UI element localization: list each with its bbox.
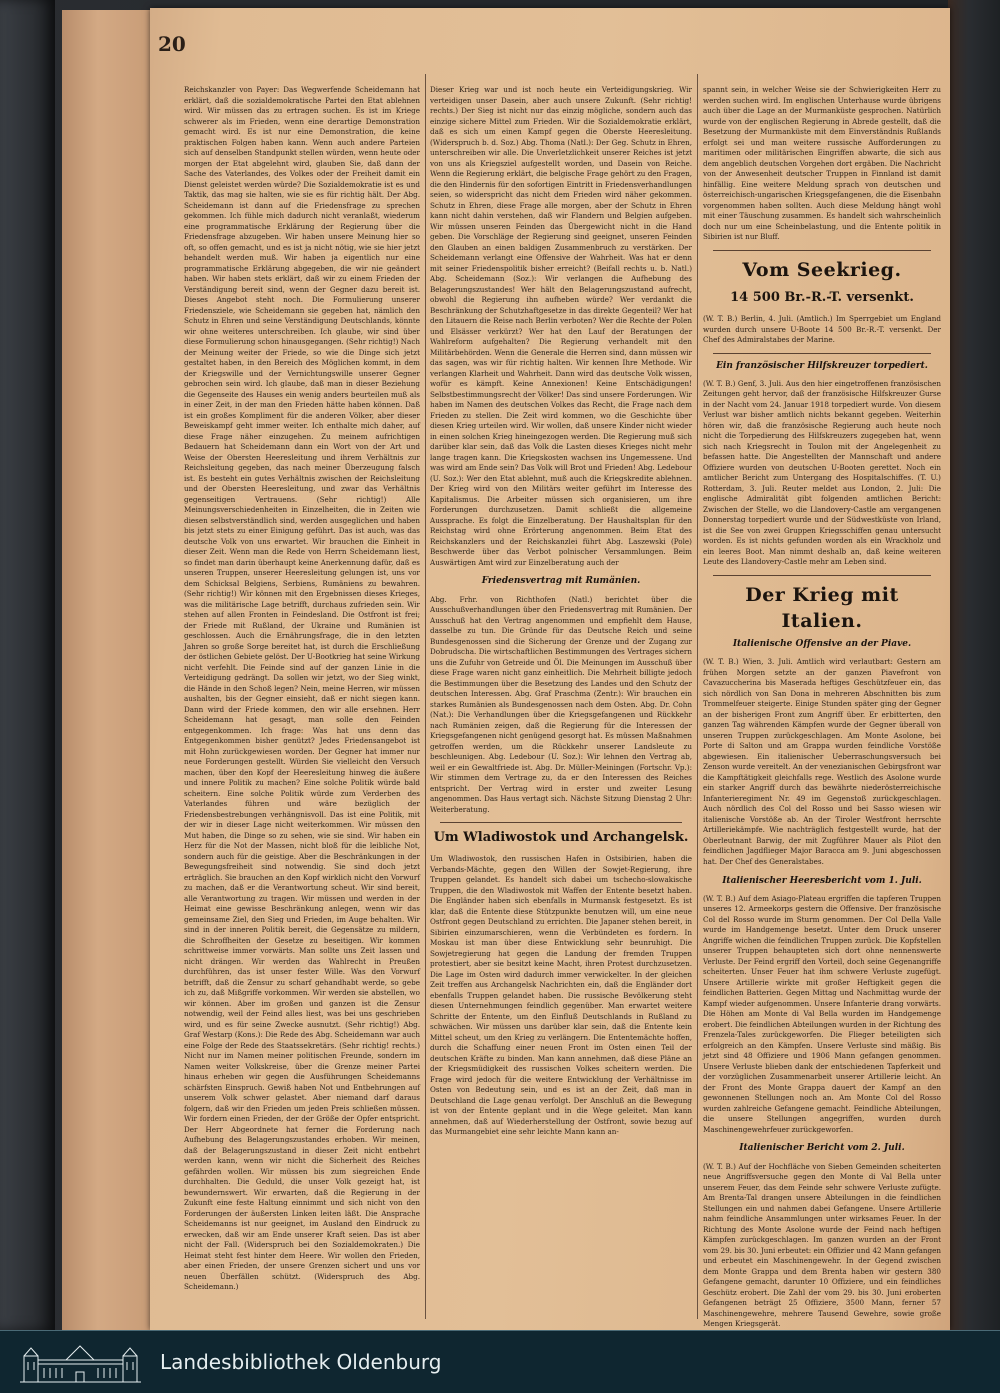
- column-3: [703, 78, 941, 1329]
- article-text: Reichskanzler von Payer: Das Wegwerfende Scheidemann hat erklärt, daß die sozialdemokratische Partei den Etat ablehnen wird. Wir müssen das zu ertragen suchen. Es ist im Kriege schwerer als im Frieden, wenn eine derartige Demonstration gemacht wird. Es ist nur eine Demonstration, die keine praktischen Folgen haben kann. Wenn auch andere Parteien sich auf denselben Standpunkt stellen würden, wenn heute oder morgen der Etat abgelehnt wird, glauben Sie, daß dann der Sache des Vaterlandes, des Volkes oder der Freiheit damit ein Dienst geleistet werden würde? Die Sozialdemokratie ist es und Taktik, das mag sie halten, wie sie es für richtig hält. Der Abg. Scheidemann ist dann auf die Friedensfrage zu sprechen gekommen. Ich fühle mich dadurch nicht veranlaßt, wiederum eine programmatische Erklärung der Regierung über die Friedensfrage abzugeben. Wir haben unsere Meinung hier so oft, so offen gemacht, und es ist ja nicht nötig, wie sie hier jetzt behandelt werden muß. Wir haben ja eigentlich nur eine programmatische Erklärung abgegeben, die wir nie geändert haben. Wir haben stets erklärt, daß wir zu einem Frieden der Verständigung bereit sind, wenn der Gegner dazu bereit ist. Dieses Angebot steht noch. Die Formulierung unserer Friedensziele, wie Scheidemann sie gegeben hat, nämlich den Schutz in Ehren und seine Verständigung Deutschlands, könnte wir ohne weiteres unterschreiben. Ich glaube, wir sind über diese Formulierung schon hinausgegangen. (Sehr richtig!) Nach der Meinung weiter der Friede, so wie die Dinge sich jetzt gestaltet haben, in den Bereich des Möglichen kommt, in dem der Kriegswille und der Vernichtungswille unserer Gegner gebrochen sein wird. Ich glaube, daß man in dieser Beziehung die Gegenseite des Hauses ein wenig anders beurteilen muß als in einer Zeit, in der man den Frieden hätte haben können. Daß ist ein großes Kompliment für die anderen Völker, aber dieser Beweiskampf geht immer weiter. Ich enthalte mich daher, auf diese Frage näher einzugehen. Zu meinem aufrichtigen Bedauern hat Scheidemann dann ein Wort von der Art und Weise der Obersten Heeresleitung und ihrem Verhältnis zur Reichsleitung gegeben, das nach meiner Überzeugung falsch ist. Es besteht ein gutes Verhältnis zwischen der Reichsleitung und der Obersten Heeresleitung, und zwar das Verhältnis gegenseitigen Vertrauens. (Sehr richtig!) Alle Meinungsverschiedenheiten in Einzelheiten, die in Zeiten wie diesen selbstverständlich sind, werden ausgeglichen und haben bis jetzt stets zu einer Einigung geführt. Das ist auch, was das deutsche Volk von uns erwartet. Wir brauchen die Einheit in dieser Zeit. Wenn man die Rede von Herrn Scheidemann liest, so findet man darin überhaupt keine Anerkennung dafür, daß es unseren Truppen, unserer Heeresleitung gelungen ist, uns vor dem Schicksal Belgiens, Serbiens, Rumäniens zu bewahren. (Sehr richtig!) Wir können mit den Ergebnissen dieses Krieges, was die militärische Lage betrifft, durchaus zufrieden sein. Wir stehen auf allen Fronten in Feindesland. Die Ostfront ist frei; der Friede mit Rußland, der Ukraine und Rumänien ist geschlossen. Auch die Ernährungsfrage, die in den letzten Jahren so große Sorge bereitet hat, ist durch die Erschließung der östlichen Gebiete gelöst. Der U-Bootkrieg hat seine Wirkung nicht verfehlt. Die Feinde sind auf der ganzen Linie in die Verteidigung gedrängt. Da sollen wir jetzt, wo der Sieg winkt, die Hände in den Schoß legen? Nein, meine Herren, wir müssen aushalten, bis der Gegner einsieht, daß er nicht siegen kann. Dann wird der Friede kommen, den wir alle ersehnen. Herr Scheidemann hat gesagt, man solle den Feinden entgegenkommen. Ich frage: Was hat uns denn das Entgegenkommen bisher genützt? Jedes Friedensangebot ist mit Hohn zurückgewiesen worden. Der Gegner hat immer nur neue Forderungen gestellt. Würden Sie vielleicht den Versuch machen, über den Kopf der Heeresleitung hinweg die äußere und innere Politik zu machen? Eine solche Politik würde bald scheitern. Eine solche Politik würde zum Verderben des Vaterlandes führen und wäre bezüglich der Friedensbestrebungen verhängnisvoll. Das ist eine Politik, mit der wir in dieser Lage nicht weiterkommen. Wir müssen den Mut haben, die Dinge so zu sehen, wie sie sind. Wir haben ein Herz für die Not der Massen, nicht bloß für die leibliche Not, sondern auch für die geistige. Aber die Beschränkungen in der Bewegungsfreiheit sind notwendig. Sie sind doch jetzt erträglich. Sie brauchen an den Kopf wirklich nicht den Vorwurf zu machen, daß er die Verantwortung scheut. Wir sind bereit, alle Verantwortung zu tragen. Wir müssen und werden in der Heimat eine gewisse Beschränkung anlegen, wenn wir das gemeinsame Ziel, den Sieg und Frieden, im Auge behalten. Wir sind in der inneren Politik bereit, die Gegensätze zu mildern, die Schroffheiten der Gesetze zu beseitigen. Wir kommen schrittweise immer vorwärts. Man sollte uns Zeit lassen und nicht drängen. Wir werden das Wahlrecht in Preußen durchführen, das ist unser fester Wille. Was den Vorwurf betrifft, daß die Zensur zu scharf gehandhabt werde, so gebe ich zu, daß Mißgriffe vorkommen. Wir werden sie abstellen, wo wir können. Aber im großen und ganzen ist die Zensur notwendig, weil der Feind alles liest, was bei uns geschrieben wird, und es für seine Zwecke ausnutzt. (Sehr richtig!) Abg. Graf Westarp (Kons.): Die Rede des Abg. Scheidemann war auch eine Folge der Rede des Staatssekretärs. (Sehr richtig! rechts.) Nicht nur im Namen meiner politischen Freunde, sondern im Namen weiter Volkskreise, über die Grenze meiner Partei hinaus erheben wir gegen die Ausführungen Scheidemanns schärfsten Einspruch. Gewiß haben Not und Entbehrungen auf unserem Volk schwer gelastet. Aber niemand darf daraus folgern, daß wir den Frieden um jeden Preis schließen müssen. Wir fordern einen Frieden, der der Größe der Opfer entspricht. Der Herr Abgeordnete hat ferner die Forderung nach Aufhebung des Belagerungszustandes erhoben. Wir meinen, daß der Belagerungszustand in dieser Zeit nicht entbehrt werden kann, wenn wir nicht die Sicherheit des Reiches gefährden wollen. Wir müssen bis zum siegreichen Ende durchhalten. Die Geduld, die unser Volk gezeigt hat, ist bewundernswert. Wir erwarten, daß die Regierung in der Zukunft eine feste Haltung einnimmt und sich nicht von den Forderungen der äußersten Linken leiten läßt. Die Ansprache Scheidemanns ist nur geeignet, im Ausland den Eindruck zu erwecken, daß wir am Ende unserer Kraft seien. Das ist aber nicht der Fall. (Widerspruch bei den Sozialdemokraten.) Die Heimat steht fest hinter dem Heere. Wir wollen den Frieden, aber einen Frieden, der unsere Grenzen sichert und uns vor neuen Überfällen schützt. (Widerspruch des Abg. Scheidemann.): [184, 85, 420, 1292]
- library-building-icon: [18, 1340, 143, 1384]
- newspaper-page: [150, 8, 950, 1330]
- page-number: 20: [158, 32, 186, 56]
- article-subheadline: Italienische Offensive an der Piave.: [732, 639, 912, 650]
- column-rule: [697, 74, 698, 1319]
- column-2: [430, 78, 692, 1313]
- article-text: (W. T. B.) Genf, 3. Juli. Aus den hier eingetroffenen französischen Zeitungen geht hervor, daß der französische Hilfskreuzer Gurse in der Nacht vom 24. Januar 1918 torpediert wurde. Von diesem Verlust war bisher amtlich nichts bekannt gegeben. Weiterhin hören wir, daß die französische Regierung auch heute noch nicht die Torpedierung des Hilfskreuzers zugegeben hat, wenn sich nach Kriegsrecht in Toulon mit der Angelegenheit zu befassen hatte. Die Angestellten der Mannschaft und andere Offiziere wurden von deutschen U-Booten gerettet. Noch ein amtlicher Bericht zum Untergang des Hospitalschiffes. (T. U.) Rotterdam, 3. Juli. Reuter meldet aus London, 2. Juli: Die englische Admiralität gibt folgenden amtlichen Bericht: Zwischen der Stelle, wo die Llandovery-Castle am vergangenen Donnerstag torpediert wurde und der Südwestküste von Irland, ist die See von zwei Gruppen Kriegsschiffen genau untersucht worden. Es ist nichts gefunden worden als ein Wrackholz und ein leeres Boot. Man nimmt deshalb an, daß keine weiteren Leute des Llandovery-Castle mehr am Leben sind.: [703, 378, 941, 567]
- article-text: Dieser Krieg war und ist noch heute ein Verteidigungskrieg. Wir verteidigen unser Dasein, aber auch unsere Zukunft. (Sehr richtig! rechts.) Der Sieg ist nicht nur das einzig mögliche, sondern auch das einzige sichere Mittel zum Frieden. Wir die Sozialdemokratie erklärt, daß es sich um einen Kampf gegen die Oberste Heeresleitung. (Widerspruch b. d. Soz.) Abg. Thoma (Natl.): Der Geg. Schutz in Ehren, unterschreiben wir alle. Die Unverletzlichkeit unserer Reiches ist jetzt von uns als Kriegsziel aufgestellt worden, und Dasein von Reiche. Wenn die Regierung erklärt, die belgische Frage gehört zu den Fragen, die den Hindernis für den sofortigen Eintritt in Friedensverhandlungen seien, so widerspricht das nicht dem Frieden wird näher gekommen. Schutz in Ehren, diese Frage alle morgen, aber der Schutz in Ehren kann nicht dahin verstehen, daß wir Flandern und Belgien aufgeben. Wir müssen unseren Feinden das Übergewicht nicht in die Hand geben. Die Vorschläge der Regierung sind geeignet, unseren Feinden den Glauben an einen baldigen Zusammenbruch zu verstärken. Der Scheidemann verlangt eine Offensive der Wahrheit. Was hat er denn mit seiner Friedenspolitik bisher erreicht? (Beifall rechts u. b. Natl.) Abg. Scheidemann (Soz.): Wir verlangen die Aufhebung des Belagerungszustandes! Wer hält den Belagerungszustand aufrecht, obwohl die Regierung ihn aufheben würde? Wer verdankt die Beschränkung der Schutzhaftgesetze in das direkte Gegenteil? Wer hat den Litauern die Reise nach Berlin verboten? Wer die Rechte der Polen und Elsässer verkürzt? Wer hat den Lauf der Beratungen der Wahlreform aufgehalten? Die Regierung verhandelt mit den Militärbehörden. Wenn die Generale die Herren sind, dann müssen wir das sagen, was wir für richtig halten. Wir kennen Ihre Methode. Wir verlangen Klarheit und Wahrheit. Dann wird das deutsche Volk wissen, wofür es kämpft. Keine Annexionen! Keine Entschädigungen! Selbstbestimmungsrecht der Völker! Das sind unsere Forderungen. Wir haben im Namen des deutschen Volkes das Recht, die Frage nach dem Frieden zu stellen. Die Zeit wird kommen, wo die Geschichte über diesen Krieg urteilen wird. Wir wollen, daß unsere Kinder nicht wieder in einen solchen Krieg hineingezogen werden. Die Regierung muß sich darüber klar sein, daß das Volk die Lasten dieses Krieges nicht mehr lange tragen kann. Die Kriegskosten wachsen ins Ungemessene. Und was wird am Ende sein? Das Volk will Brot und Frieden! Abg. Ledebour (U. Soz.): Wer den Etat ablehnt, muß auch die Kriegskredite ablehnen. Der Krieg wird von den Militärs weiter geführt im Interesse des Kapitalismus. Die Arbeiter müssen sich organisieren, um ihre Forderungen durchzusetzen. Damit schließt die allgemeine Aussprache. Es folgt die Einzelberatung. Der Haushaltsplan für den Reichstag wird ohne Erörterung angenommen. Beim Etat des Reichskanzlers und der Reichskanzlei führt Abg. Laszewski (Pole) Beschwerde über das Verbot polnischer Versammlungen. Beim Auswärtigen Amt wird zur Einzelberatung auch der: [430, 85, 692, 567]
- column-rule: [425, 74, 426, 1319]
- article-text: (W. T. B.) Auf der Hochfläche von Sieben Gemeinden scheiterten neue Angriffsversuche gegen den Monte di Val Bella unter unserem Feuer, das dem Feinde sehr schwere Verluste zufügte. Am Brenta-Tal drangen unsere Abteilungen in die feindlichen Stellungen ein und nahmen dabei Gefangene. Unsere Artillerie nahm feindliche Ansammlungen unter wirksames Feuer. In der Richtung des Monte Asolone wurde der Feind nach heftigen Kämpfen zurückgeschlagen. Im ganzen wurden an der Front vom 29. bis 30. Juni erbeutet: ein Offizier und 42 Mann gefangen und erbeutet ein Maschinengewehr. In der Gegend zwischen dem Monte Grappa und dem Brenta haben wir gestern 380 Gefangene gemacht, darunter 10 Offiziere, und ein feindliches Geschütz erobert. Die Zahl der vom 29. bis 30. Juni eroberten Gefangenen beträgt 25 Offiziere, 3500 Mann, ferner 57 Maschinengewehre, mehrere Tausend Gewehre, sowie große Mengen Kriegsgerät.: [703, 1161, 941, 1329]
- article-text: (W. T. B.) Auf dem Asiago-Plateau ergriffen die tapferen Truppen unseres 12. Armeekorps gestern die Offensive. Der französische Col del Rosso wurde im Sturm genommen. Der Col Della Valle wurde im Handgemenge besetzt. Unter dem Druck unserer Angriffe wichen die feindlichen Truppen zurück. Die Kopfstellen unserer Truppen behaupteten sich dort ohne nennenswerte Verluste. Der Feind ergriff den Vorteil, doch seine Gegenangriffe scheiterten. Unser Feuer hat ihm schwere Verluste zugefügt. Unsere Artillerie wirkte mit großer Heftigkeit gegen die feindlichen Batterien. Gegen Mittag und Nachmittag wurde der Kampf wieder aufgenommen. Unsere Infanterie drang vorwärts. Die Höhen am Monte di Val Bella wurden im Handgemenge erobert. Die feindlichen Abteilungen wurden in der Richtung des Frenzela-Tales zurückgeworfen. Die Flieger beteiligten sich erfolgreich an den Kämpfen. Unsere Verluste sind mäßig. Bis jetzt sind 48 Offiziere und 1906 Mann gefangen genommen. Unsere Verluste blieben dank der entschiedenen Tapferkeit und der vorzüglichen Zusammenarbeit unserer Artillerie leicht. An der Front des Monte Grappa dauert der Kampf an den gewonnenen Stellungen noch an. Am Monte Col del Rosso wurden zahlreiche Gefangene gemacht. Feindliche Abteilungen, die unsere Stellungen angegriffen, wurden durch Maschinengewehrfeuer zurückgeworfen.: [703, 893, 941, 1134]
- article-headline: Vom Seekrieg.: [742, 258, 902, 281]
- article-text: (W. T. B.) Berlin, 4. Juli. (Amtlich.) Im Sperrgebiet um England wurden durch unsere U-Boote 14 500 Br.-R.-T. versenkt. Der Chef des Admiralstabes der Marine.: [703, 314, 941, 345]
- article-text: Um Wladiwostok, den russischen Hafen in Ostsibirien, haben die Verbands-Mächte, gegen den Willen der Sowjet-Regierung, ihre Truppen gelandet. Es handelt sich dabei um tschecho-slowakische Truppen, die den Wladiwostok mit Waffen der Entente besetzt haben. Die Engländer haben sich ebenfalls in Murmansk festgesetzt. Es ist klar, daß die Entente diese Stützpunkte benutzen will, um eine neue Ostfront gegen Deutschland zu errichten. Die Japaner stehen bereit, in Sibirien einzumarschieren, wenn die Verbündeten es fordern. In Moskau ist man über diese Entwicklung sehr beunruhigt. Die Sowjetregierung hat gegen die Landung der fremden Truppen protestiert, aber sie besitzt keine Macht, ihren Protest durchzusetzen. Die Lage im Osten wird dadurch immer verwickelter. In der gleichen Zeit treffen aus Archangelsk Nachrichten ein, daß die Engländer dort ebenfalls Truppen gelandet haben. Die russische Bevölkerung steht diesen Unternehmungen feindlich gegenüber. Man erwartet weitere Schritte der Entente, um den Einfluß Deutschlands in Rußland zu schwächen. Wir müssen uns darüber klar sein, daß die Entente kein Mittel scheut, um den Krieg zu verlängern. Die Ententemächte hoffen, durch die Schaffung einer neuen Front im Osten einen Teil der deutschen Kräfte zu binden. Man kann annehmen, daß diese Pläne an der Kriegsmüdigkeit des russischen Volkes scheitern werden. Die Frage wird jedoch für die weitere Entwicklung der Verhältnisse im Osten von Bedeutung sein, und es ist an der Zeit, daß man in Deutschland die Lage genau verfolgt. Der Anschluß an die Bewegung ist von der Entente geplant und in die Wege geleitet. Man kann annehmen, daß auf Wiederherstellung der Ostfront, sowie bezug auf das Murmangebiet eine sehr leichte Mann kann an-: [430, 854, 692, 1137]
- section-heading: Italienischer Bericht vom 2. Juli.: [739, 1143, 905, 1154]
- article-headline: Um Wladiwostok und Archangelsk.: [433, 830, 689, 846]
- section-heading: Italienischer Heeresbericht vom 1. Juli.: [722, 875, 922, 886]
- page-stack-edge: [62, 10, 152, 1330]
- footer-divider: [0, 1330, 1000, 1331]
- article-text: Abg. Frhr. von Richthofen (Natl.) berichtet über die Ausschußverhandlungen über den Friedensvertrag mit Rumänien. Der Ausschuß hat den Vertrag angenommen und empfiehlt dem Hause, dasselbe zu tun. Die Gründe für das Deutsche Reich und seine Bundesgenossen sind die Sicherung der Grenze und der Zugang zur Dobrudscha. Die wirtschaftlichen Bestimmungen des Vertrages sichern uns die Zufuhr von Getreide und Öl. Die Meinungen im Ausschuß über diese Frage waren nicht ganz einheitlich. Die Mehrheit billigte jedoch die Bestimmungen über die Besetzung des Landes und den Schutz der deutschen Interessen. Abg. Graf Praschma (Zentr.): Wir brauchen ein starkes Rumänien als Bundesgenossen nach dem Osten. Abg. Dr. Cohn (Nat.): Die Verhandlungen über die Kriegsgefangenen und Rückkehr nach Rumänien zeigen, daß die Regierung für die Interessen der Kriegsgefangenen nicht genügend gesorgt hat. Es müssen Maßnahmen getroffen werden, um die Rückkehr unserer Landsleute zu beschleunigen. Abg. Ledebour (U. Soz.): Wir lehnen den Vertrag ab, weil er ein Gewaltfriede ist. Abg. Dr. Müller-Meiningen (Fortschr. Vp.): Wir stimmen dem Vertrage zu, da er den Interessen des Reiches entspricht. Der Vertrag wird in erster und zweiter Lesung angenommen. Das Haus vertagt sich. Nächste Sitzung Dienstag 2 Uhr: Weiterberatung.: [430, 594, 692, 814]
- column-1: [184, 78, 420, 1313]
- article-headline: Der Krieg mit Italien.: [745, 584, 899, 633]
- divider: [713, 250, 931, 251]
- library-name: Landesbibliothek Oldenburg: [160, 1350, 442, 1374]
- divider: [440, 822, 682, 823]
- section-heading: Friedensvertrag mit Rumänien.: [481, 576, 641, 587]
- book-binding-left: [0, 0, 55, 1330]
- article-subheadline: 14 500 Br.-R.-T. versenkt.: [730, 289, 914, 305]
- article-text: spannt sein, in welcher Weise sie der Schwierigkeiten Herr zu werden suchen wird. Im englischen Unterhause wurde übrigens auch über die Lage an der Murmanküste gesprochen. Natürlich wurde von der englischen Regierung in Abrede gestellt, daß die Besetzung der Murmanküste mit dem Einverständnis Rußlands erfolgt sei und man weitere russische Aufforderungen zu maritimen oder militärischen Eingriffen abwarte, die sich aus dem angeblich deutschen Vorgehen dort ergäben. Die Nachricht von der Anwesenheit deutscher Truppen in Finnland ist damit hinfällig. Eine weitere Meldung sprach von deutschen und österreichisch-ungarischen Kriegsgefangenen, die die Eisenbahn vorgenommen haben sollten. Auch diese Meldung hängt wohl mit einer Täuschung zusammen. Es handelt sich wahrscheinlich doch nur um eine Scheinbelastung, und die Entente politik in Sibirien ist nur Bluff.: [703, 85, 941, 242]
- divider: [713, 575, 931, 576]
- divider: [713, 353, 931, 354]
- footer-bar: [0, 1330, 1000, 1393]
- book-binding-right: [948, 0, 1000, 1330]
- article-text: (W. T. B.) Wien, 3. Juli. Amtlich wird verlautbart: Gestern am frühen Morgen setzte an der ganzen Piavefront von Cavazuccherina bis Maserada heftiges Geschützfeuer ein, das sich nördlich von San Dona in mehreren Abschnitten bis zum Trommelfeuer steigerte. Einige Stunden später ging der Gegner an der bisherigen Front zum Angriff über. Er erbitterten, den ganzen Tag währenden Kämpfen wurde der Gegner überall von unseren Truppen zurückgeschlagen. Am Monte Asolone, bei Porte di Salton und am Grappa wurden feindliche Vorstöße abgewiesen. Ein italienischer Ueberraschungsversuch bei Zenson wurde vereitelt. An der venezianischen Gebirgsfront war die Kampftätigkeit gleichfalls rege. Westlich des Asolone wurde ein starker Angriff durch das bewährte niederösterreichische Infanterieregiment Nr. 49 im Gegenstoß zurückgeschlagen. Auch nördlich des Col del Rosso und bei Sasso wiesen wir italienische Vorstöße ab. An der Tiroler Westfront herrschte Artilleriekämpfe. Wie nachträglich festgestellt wurde, hat der Oberleutnant Barwig, der mit Zugführer Mauer als Pilot den feindlichen Jagdflieger Major Baracca am 9. Juni abgeschossen hat. Der Chef des Generalstabes.: [703, 657, 941, 866]
- article-headline: Ein französischer Hilfskreuzer torpediert.: [716, 360, 928, 371]
